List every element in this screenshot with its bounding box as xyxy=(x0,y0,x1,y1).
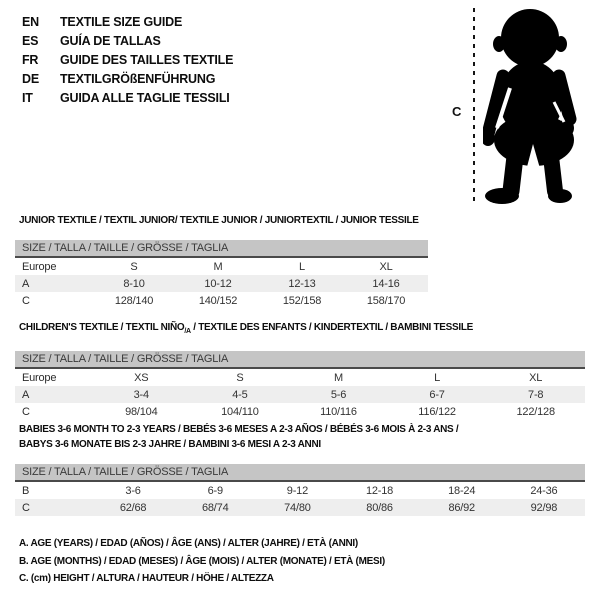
section-title-junior: JUNIOR TEXTILE / TEXTIL JUNIOR/ TEXTILE JUNIOR / JUNIORTEXTIL / JUNIOR TESSILE xyxy=(19,215,419,226)
row-label: C xyxy=(22,405,30,418)
size-cell: 10-12 xyxy=(204,277,232,290)
language-code: DE xyxy=(22,72,39,86)
size-cell: 3-6 xyxy=(125,484,141,497)
section-title-children xyxy=(19,320,585,339)
title-line-1: BABIES 3-6 MONTH TO 2-3 YEARS / BEBÉS 3-6 MESES A 2-3 AÑOS / BÉBÉS 3-6 MOIS À 2-3 ANS / xyxy=(19,424,459,435)
size-cell: XL xyxy=(379,260,393,273)
language-code: ES xyxy=(22,34,39,48)
language-label: TEXTILGRÖßENFÜHRUNG xyxy=(60,72,216,86)
size-cell: 86/92 xyxy=(448,501,475,514)
size-cell: 4-5 xyxy=(232,388,248,401)
size-cell: 158/170 xyxy=(366,294,406,307)
section-title-babies xyxy=(19,422,585,452)
table-row xyxy=(15,258,428,275)
babies-size-table xyxy=(15,482,585,516)
footnote-a: A. AGE (YEARS) / EDAD (AÑOS) / ÂGE (ANS) / ALTER (JAHRE) / ETÀ (ANNI) xyxy=(19,538,358,549)
size-header-bar: SIZE / TALLA / TAILLE / GRÖSSE / TAGLIA xyxy=(15,351,585,369)
size-cell: 152/158 xyxy=(282,294,322,307)
row-label: A xyxy=(22,277,30,290)
language-row xyxy=(22,70,233,89)
table-row xyxy=(15,403,585,420)
size-cell: 14-16 xyxy=(372,277,400,290)
size-cell: 98/104 xyxy=(125,405,158,418)
row-label: Europe xyxy=(22,260,57,273)
size-cell: XS xyxy=(134,371,149,384)
children-textile-section xyxy=(15,320,585,420)
size-header-bar: SIZE / TALLA / TAILLE / GRÖSSE / TAGLIA xyxy=(15,464,585,482)
size-cell: 7-8 xyxy=(528,388,544,401)
size-cell: 122/128 xyxy=(516,405,555,418)
table-row xyxy=(15,499,585,516)
title-text: / TEXTILE DES ENFANTS / KINDERTEXTIL / BAMBINI TESSILE xyxy=(190,322,474,333)
language-label: GUIDA ALLE TAGLIE TESSILI xyxy=(60,91,230,105)
size-cell: 12-18 xyxy=(365,484,394,497)
size-cell: 80/86 xyxy=(366,501,393,514)
measure-label-c: C xyxy=(452,104,462,119)
table-row xyxy=(15,386,585,403)
footnote-c: C. (cm) HEIGHT / ALTURA / HAUTEUR / HÖHE / ALTEZZA xyxy=(19,573,274,584)
size-cell: 110/116 xyxy=(320,405,357,418)
children-size-table xyxy=(15,369,585,420)
size-cell: 68/74 xyxy=(201,501,229,514)
size-cell: M xyxy=(334,371,343,384)
size-cell: 9-12 xyxy=(286,484,308,497)
size-cell: L xyxy=(299,260,305,273)
row-label: C xyxy=(22,294,30,307)
row-label: C xyxy=(22,501,30,514)
size-cell: 6-7 xyxy=(429,388,445,401)
size-cell: 12-13 xyxy=(288,277,316,290)
row-label: A xyxy=(22,388,30,401)
title-text: CHILDREN'S TEXTILE / TEXTIL NIÑO xyxy=(19,322,185,333)
language-code: FR xyxy=(22,53,39,67)
footnote-b: B. AGE (MONTHS) / EDAD (MESES) / ÂGE (MOIS) / ALTER (MONATE) / ETÀ (MESI) xyxy=(19,555,385,567)
footnote-legend xyxy=(19,535,385,588)
babies-textile-section xyxy=(15,422,585,516)
junior-size-table xyxy=(15,258,428,309)
language-row xyxy=(22,51,233,70)
size-cell: 6-9 xyxy=(207,484,223,497)
size-cell: M xyxy=(213,260,223,273)
baby-silhouette xyxy=(483,6,598,206)
language-label: TEXTILE SIZE GUIDE xyxy=(60,15,183,29)
title-line-2: BABYS 3-6 MONATE BIS 2-3 JAHRE / BAMBINI 3-6 MESI A 2-3 ANNI xyxy=(19,439,321,450)
language-code: IT xyxy=(22,91,33,105)
size-cell: 74/80 xyxy=(284,501,311,514)
size-cell: L xyxy=(434,371,441,384)
language-list xyxy=(22,13,233,108)
table-row xyxy=(15,275,428,292)
title-subscript: /A xyxy=(184,328,191,335)
row-label: B xyxy=(22,484,30,497)
size-cell: 5-6 xyxy=(330,388,347,401)
language-row xyxy=(22,13,233,32)
size-header-bar: SIZE / TALLA / TAILLE / GRÖSSE / TAGLIA xyxy=(15,240,428,258)
table-row xyxy=(15,482,585,499)
size-cell: S xyxy=(236,371,244,384)
size-cell: 104/110 xyxy=(221,405,259,418)
language-label: GUIDE DES TAILLES TEXTILE xyxy=(60,53,234,67)
size-cell: 116/122 xyxy=(418,405,456,418)
size-cell: 140/152 xyxy=(198,294,238,307)
row-label: Europe xyxy=(22,371,57,384)
size-cell: 18-24 xyxy=(448,484,476,497)
junior-textile-section xyxy=(15,213,428,309)
table-row xyxy=(15,292,428,309)
size-cell: 8-10 xyxy=(123,277,145,290)
size-cell: 3-4 xyxy=(133,388,149,401)
size-cell: XL xyxy=(529,371,543,384)
language-row xyxy=(22,89,233,108)
table-row xyxy=(15,369,585,386)
language-code: EN xyxy=(22,15,39,29)
size-cell: 62/68 xyxy=(119,501,147,514)
language-row xyxy=(22,32,233,51)
size-cell: 128/140 xyxy=(114,294,154,307)
size-cell: S xyxy=(130,260,138,273)
height-measure-dashed-line xyxy=(473,8,475,206)
language-label: GUÍA DE TALLAS xyxy=(60,34,161,48)
size-cell: 92/98 xyxy=(530,501,558,514)
size-cell: 24-36 xyxy=(530,484,558,497)
